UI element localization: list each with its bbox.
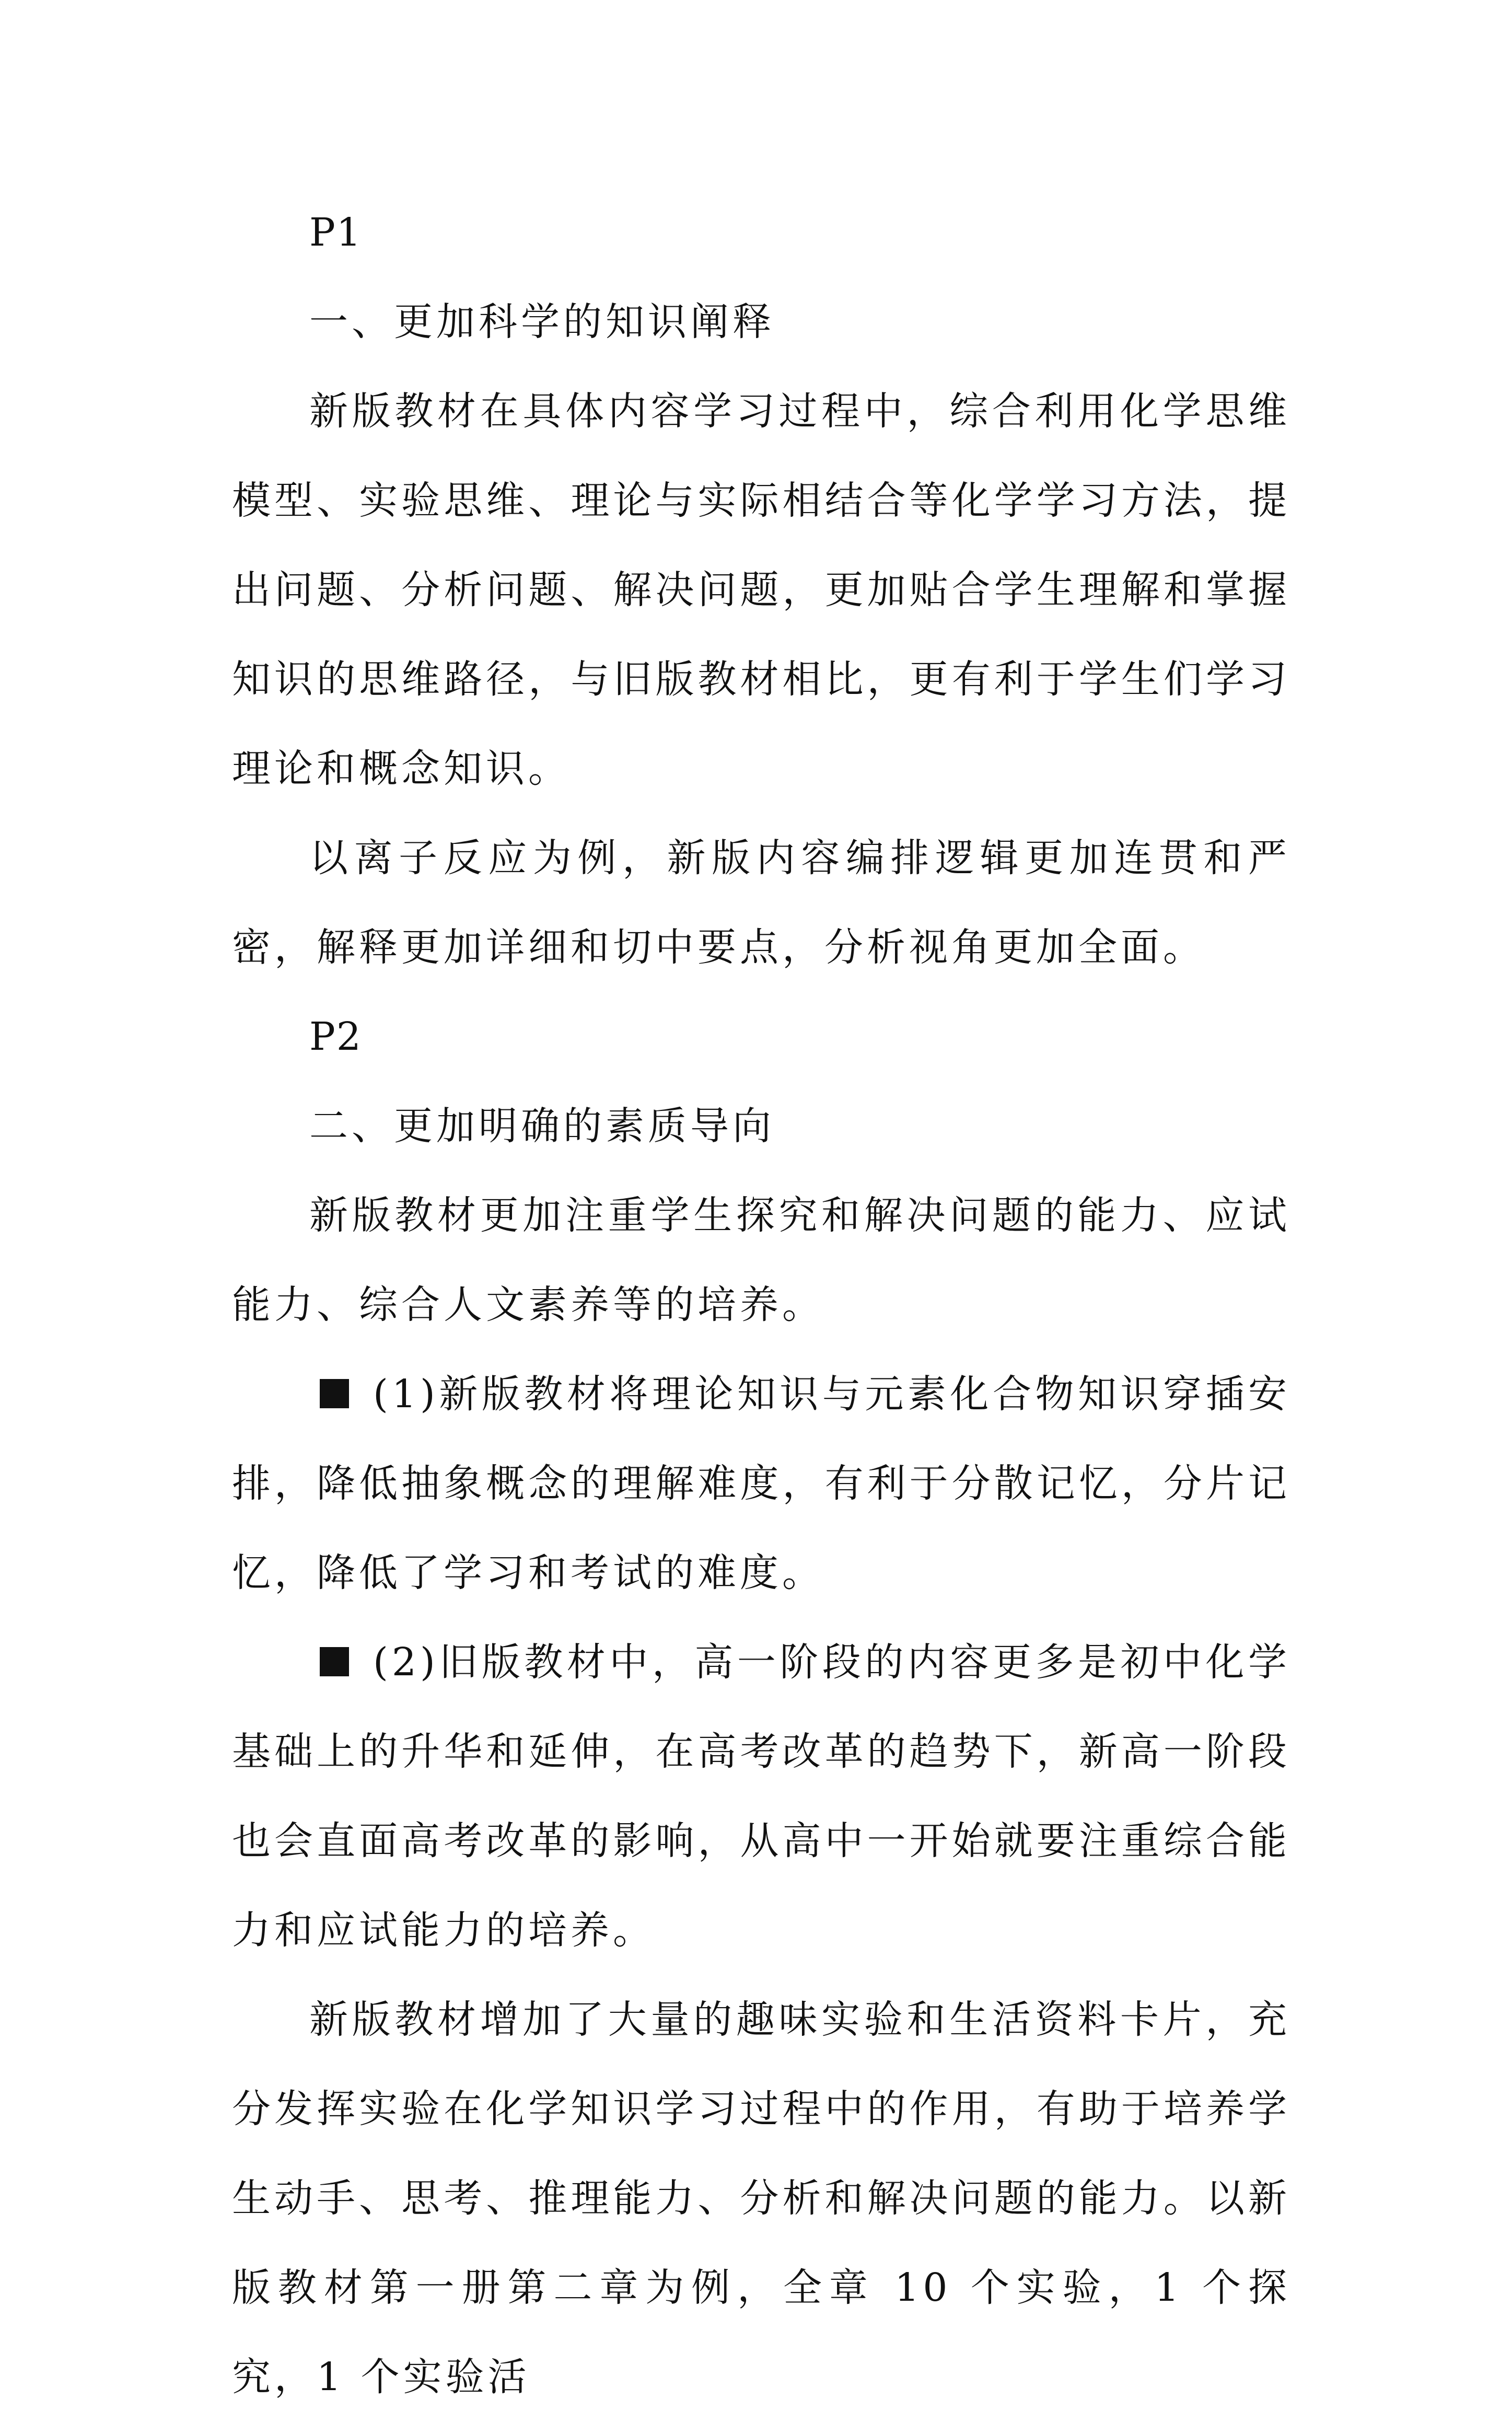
bullet-text-1: (1)新版教材将理论知识与元素化合物知识穿插安排，降低抽象概念的理解难度，有利于分散记忆，分片记忆，降低了学习和考试的难度。: [232, 1372, 1290, 1595]
section-heading-1: 一、更加科学的知识阐释: [309, 299, 775, 344]
document-body: [232, 188, 1290, 2422]
page-marker-p2: P2: [309, 1014, 362, 1059]
section-heading-2: 二、更加明确的素质导向: [309, 1104, 775, 1149]
bullet-text-2: (2)旧版教材中，高一阶段的内容更多是初中化学基础上的升华和延伸，在高考改革的趋势下，新高一阶段也会直面高考改革的影响，从高中一开始就要注重综合能力和应试能力的培养。: [232, 1640, 1290, 1953]
bullet-paragraph-1: [232, 1350, 1290, 1618]
black-square-bullet-icon: [320, 1379, 349, 1408]
body-paragraph-2: 以离子反应为例，新版内容编排逻辑更加连贯和严密，解释更加详细和切中要点，分析视角更加全面。: [232, 836, 1290, 970]
bullet-paragraph-2: [232, 1618, 1290, 1975]
page-marker-p1: P1: [309, 210, 362, 255]
body-paragraph-4: 新版教材增加了大量的趣味实验和生活资料卡片，充分发挥实验在化学知识学习过程中的作用，有助于培养学生动手、思考、推理能力、分析和解决问题的能力。以新版教材第一册第二章为例，全章 10 个实验，1 个探究，1 个实验活: [232, 1997, 1290, 2400]
body-paragraph-1: 新版教材在具体内容学习过程中，综合利用化学思维模型、实验思维、理论与实际相结合等化学学习方法，提出问题、分析问题、解决问题，更加贴合学生理解和掌握知识的思维路径，与旧版教材相比，更有利于学生们学习理论和概念知识。: [232, 389, 1290, 791]
body-paragraph-3: 新版教材更加注重学生探究和解决问题的能力、应试能力、综合人文素养等的培养。: [232, 1193, 1290, 1327]
black-square-bullet-icon: [320, 1647, 349, 1676]
